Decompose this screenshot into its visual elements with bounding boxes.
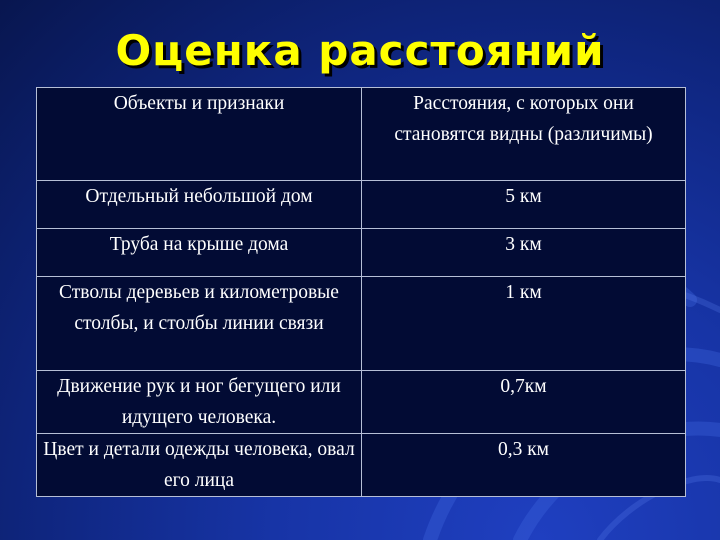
table-header-row — [37, 88, 686, 181]
distance-cell: 3 км — [362, 229, 686, 277]
slide-title: Оценка расстояний — [115, 26, 605, 75]
object-cell: Труба на крыше дома — [37, 229, 362, 277]
object-cell: Отдельный небольшой дом — [37, 181, 362, 229]
distance-cell: 0,7км — [362, 371, 686, 434]
table-row — [37, 434, 686, 497]
object-cell: Цвет и детали одежды человека, овал его лица — [37, 434, 362, 497]
object-cell: Движение рук и ног бегущего или идущего человека. — [37, 371, 362, 434]
distance-cell: 5 км — [362, 181, 686, 229]
table-row — [37, 181, 686, 229]
header-cell-distance: Расстояния, с которых они становятся видны (различимы) — [362, 88, 686, 181]
distance-cell: 0,3 км — [362, 434, 686, 497]
distance-table — [36, 87, 686, 497]
object-cell: Стволы деревьев и километровые столбы, и столбы линии связи — [37, 277, 362, 371]
table-row — [37, 371, 686, 434]
table-row — [37, 229, 686, 277]
table-row — [37, 277, 686, 371]
header-cell-objects: Объекты и признаки — [37, 88, 362, 181]
distance-cell: 1 км — [362, 277, 686, 371]
